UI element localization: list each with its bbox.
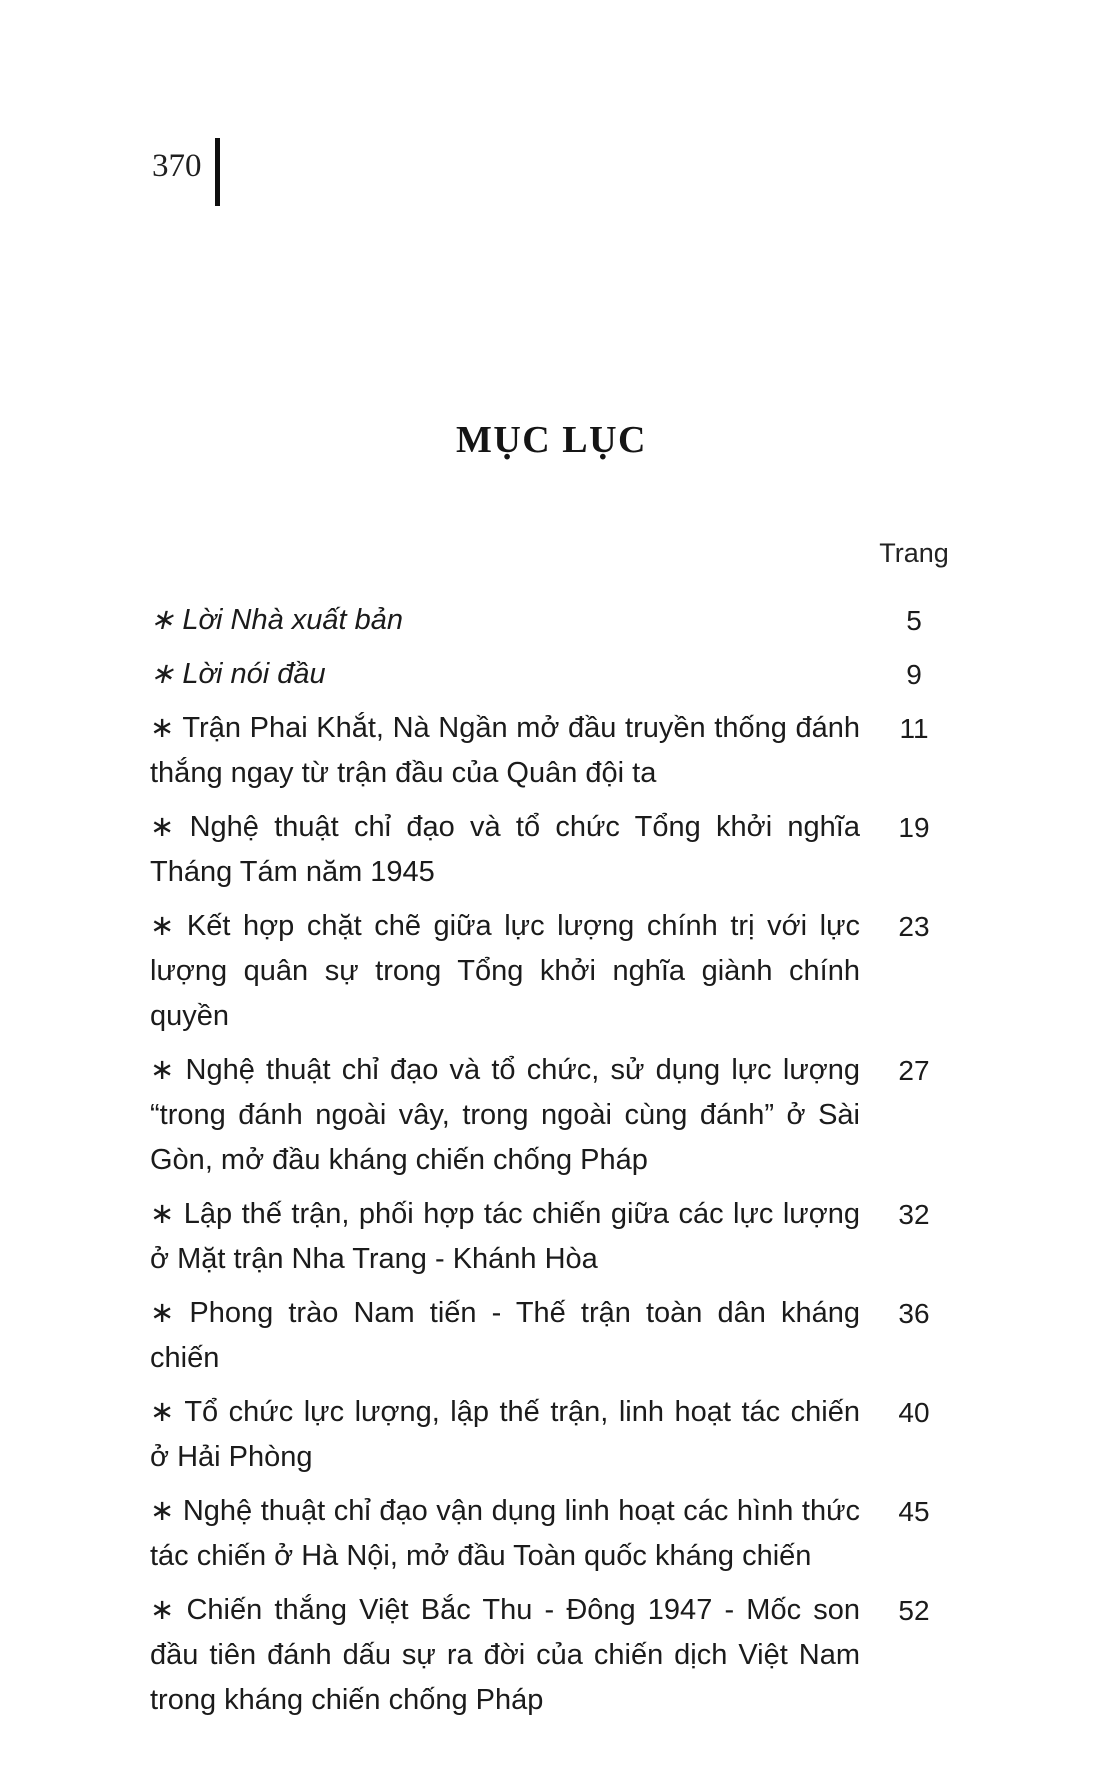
toc-entry bbox=[150, 1390, 968, 1480]
toc-entry bbox=[150, 1048, 968, 1183]
toc-entry-page-number: 23 bbox=[898, 911, 930, 942]
toc-entry-title: Trận Phai Khắt, Nà Ngần mở đầu truyền thống đánh thắng ngay từ trận đầu của Quân đội ta bbox=[150, 712, 860, 789]
toc-entry-page-number: 36 bbox=[898, 1298, 930, 1329]
toc-list bbox=[150, 598, 968, 1732]
toc-entry-marker: ∗ bbox=[150, 1594, 175, 1626]
toc-entry-text bbox=[150, 598, 860, 643]
toc-entry-marker: ∗ bbox=[150, 1495, 175, 1527]
page-column-header: Trang bbox=[879, 538, 949, 568]
toc-entry-title: Lời nói đầu bbox=[182, 658, 326, 690]
toc-entry bbox=[150, 1192, 968, 1282]
toc-entry bbox=[150, 598, 968, 643]
toc-entry-marker: ∗ bbox=[150, 1396, 175, 1428]
toc-entry-text bbox=[150, 1192, 860, 1282]
toc-entry-text bbox=[150, 904, 860, 1039]
toc-entry bbox=[150, 904, 968, 1039]
toc-entry-text bbox=[150, 1048, 860, 1183]
toc-entry-page-number: 27 bbox=[898, 1055, 930, 1086]
toc-entry-text bbox=[150, 1291, 860, 1381]
toc-entry-marker: ∗ bbox=[150, 658, 175, 690]
page-title: MỤC LỤC bbox=[456, 419, 647, 461]
toc-entry-text bbox=[150, 1390, 860, 1480]
toc-entry-title: Lời Nhà xuất bản bbox=[182, 604, 404, 636]
toc-entry-page-number: 9 bbox=[906, 659, 922, 690]
toc-entry-page-number: 19 bbox=[898, 812, 930, 843]
toc-entry-text bbox=[150, 652, 860, 697]
toc-entry-title: Phong trào Nam tiến - Thế trận toàn dân kháng chiến bbox=[150, 1297, 861, 1374]
toc-entry bbox=[150, 706, 968, 796]
toc-entry-marker: ∗ bbox=[150, 604, 175, 636]
toc-entry-marker: ∗ bbox=[150, 910, 175, 942]
toc-entry-marker: ∗ bbox=[150, 811, 175, 843]
toc-entry-title: Kết hợp chặt chẽ giữa lực lượng chính trị với lực lượng quân sự trong Tổng khởi nghĩa giành chính quyền bbox=[150, 910, 860, 1032]
toc-entry-text bbox=[150, 805, 860, 895]
toc-entry-title: Nghệ thuật chỉ đạo vận dụng linh hoạt các hình thức tác chiến ở Hà Nội, mở đầu Toàn quốc kháng chiến bbox=[150, 1495, 860, 1572]
toc-entry-marker: ∗ bbox=[150, 1297, 175, 1329]
toc-entry bbox=[150, 1291, 968, 1381]
folio bbox=[152, 138, 220, 206]
toc-entry-page-number: 45 bbox=[898, 1496, 930, 1527]
toc-entry-title: Nghệ thuật chỉ đạo và tổ chức Tổng khởi nghĩa Tháng Tám năm 1945 bbox=[150, 811, 860, 888]
toc-entry-marker: ∗ bbox=[150, 712, 175, 744]
toc-entry bbox=[150, 652, 968, 697]
toc-entry-text bbox=[150, 706, 860, 796]
toc-entry-text bbox=[150, 1489, 860, 1579]
toc-entry-page-number: 5 bbox=[906, 605, 922, 636]
toc-entry-marker: ∗ bbox=[150, 1054, 175, 1086]
toc-entry-page-number: 40 bbox=[898, 1397, 930, 1428]
toc-entry bbox=[150, 1489, 968, 1579]
folio-rule bbox=[215, 138, 220, 206]
toc-entry-text bbox=[150, 1588, 860, 1723]
toc-entry-page-number: 52 bbox=[898, 1595, 930, 1626]
toc-entry-page-number: 32 bbox=[898, 1199, 930, 1230]
folio-number: 370 bbox=[152, 148, 202, 184]
toc-entry-title: Tổ chức lực lượng, lập thế trận, linh hoạt tác chiến ở Hải Phòng bbox=[150, 1396, 860, 1473]
toc-entry-page-number: 11 bbox=[899, 713, 929, 744]
toc-entry-title: Nghệ thuật chỉ đạo và tổ chức, sử dụng lực lượng “trong đánh ngoài vây, trong ngoài cùng đánh” ở Sài Gòn, mở đầu kháng chiến chống Pháp bbox=[150, 1054, 861, 1176]
toc-entry bbox=[150, 1588, 968, 1723]
toc-entry bbox=[150, 805, 968, 895]
toc-entry-marker: ∗ bbox=[150, 1198, 175, 1230]
toc-entry-title: Chiến thắng Việt Bắc Thu - Đông 1947 - Mốc son đầu tiên đánh dấu sự ra đời của chiến dịch Việt Nam trong kháng chiến chống Pháp bbox=[150, 1594, 860, 1716]
toc-entry-title: Lập thế trận, phối hợp tác chiến giữa các lực lượng ở Mặt trận Nha Trang - Khánh Hòa bbox=[150, 1198, 860, 1275]
